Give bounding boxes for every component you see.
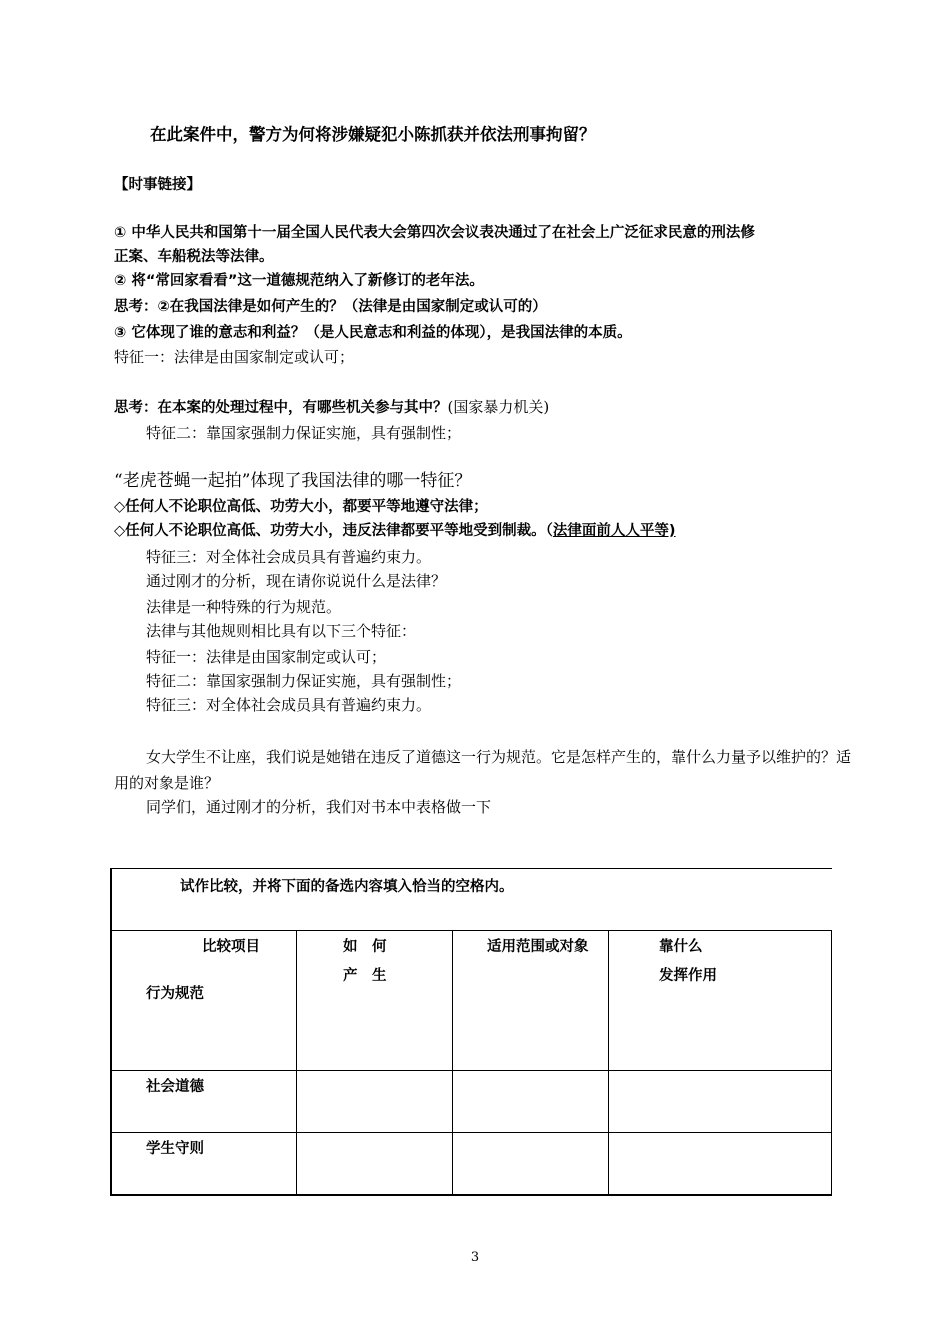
header-rely-cell <box>609 931 832 1071</box>
question-title: 在此案件中，警方为何将涉嫌疑犯小陈抓获并依法刑事拘留？ <box>150 125 596 144</box>
header-compare-cell <box>111 931 297 1071</box>
think-question-3 <box>114 396 874 419</box>
header-rely-a: 靠什么 <box>659 939 703 955</box>
law-definition: 法律是一种特殊的行为规范。 <box>146 598 342 616</box>
header-scope: 适用范围或对象 <box>487 939 589 955</box>
equality-point-2-text: ◇任何人不论职位高低、功劳大小，违反法律都要平等地受到制裁。（ <box>114 523 553 539</box>
feature-two: 特征二：靠国家强制力保证实施，具有强制性； <box>146 424 462 442</box>
empty-cell <box>297 1133 453 1195</box>
student-case: 女大学生不让座，我们说是她错在违反了道德这一行为规范。它是怎样产生的，靠什么力量予以维护的？适用的对象是谁？ <box>114 748 852 792</box>
header-rely-b: 发挥作用 <box>659 968 717 984</box>
summary-feature-1: 特征一：法律是由国家制定或认可； <box>146 648 387 666</box>
header-how-a: 如 何 <box>343 939 387 955</box>
equality-point-1: ◇任何人不论职位高低、功劳大小，都要平等地遵守法律； <box>114 499 488 515</box>
feature-three: 特征三：对全体社会成员具有普遍约束力。 <box>146 548 432 566</box>
news-item-2: ② 将“常回家看看”这一道德规范纳入了新修订的老年法。 <box>114 273 484 289</box>
think-question-2: ③ 它体现了谁的意志和利益？（是人民意志和利益的体现），是我国法律的本质。 <box>114 325 632 341</box>
row-label-cell <box>111 1071 297 1133</box>
table-instruction: 试作比较，并将下面的备选内容填入恰当的空格内。 <box>180 879 514 895</box>
summary-feature-3: 特征三：对全体社会成员具有普遍约束力。 <box>146 696 432 714</box>
equality-point-2-underlined: 法律面前人人平等) <box>552 523 676 539</box>
equality-point-2 <box>114 520 874 542</box>
empty-cell <box>297 1071 453 1133</box>
table-row <box>111 1071 832 1133</box>
row-label-cell <box>111 1133 297 1195</box>
empty-cell <box>453 1071 609 1133</box>
news-item-1: ① 中华人民共和国第十一届全国人民代表大会第四次会议表决通过了在社会上广泛征求民意的刑法修 <box>114 225 755 241</box>
header-how-cell <box>297 931 453 1071</box>
feature-one: 特征一：法律是由国家制定或认可； <box>114 348 355 366</box>
empty-cell <box>453 1133 609 1195</box>
comparison-table <box>110 868 832 1196</box>
page-number: 3 <box>470 1250 480 1265</box>
think-question-1: 思考：②在我国法律是如何产生的？（法律是由国家制定或认可的） <box>114 299 547 315</box>
table-intro: 同学们，通过刚才的分析，我们对书本中表格做一下 <box>146 798 492 816</box>
think-question-3-text: 思考：在本案的处理过程中，有哪些机关参与其中？ <box>114 400 448 416</box>
header-norm: 行为规范 <box>146 986 204 1002</box>
empty-cell <box>609 1071 832 1133</box>
summary-feature-2: 特征二：靠国家强制力保证实施，具有强制性； <box>146 672 462 690</box>
news-item-1-cont: 正案、车船税法等法律。 <box>114 249 274 265</box>
analysis-question: 通过刚才的分析，现在请你说说什么是法律？ <box>146 572 447 590</box>
header-scope-cell <box>453 931 609 1071</box>
section-heading: 【时事链接】 <box>114 177 201 193</box>
tiger-question: “老虎苍蝇一起拍”体现了我国法律的哪一特征？ <box>114 471 472 491</box>
row-label: 学生守则 <box>146 1141 204 1157</box>
empty-cell <box>609 1133 832 1195</box>
think-question-3-answer: (国家暴力机关) <box>447 398 550 416</box>
table-row <box>111 1133 832 1195</box>
header-how-b: 产 生 <box>343 968 387 984</box>
table-instruction-cell <box>111 869 832 931</box>
header-compare: 比较项目 <box>202 939 260 955</box>
row-label: 社会道德 <box>146 1079 204 1095</box>
three-features-intro: 法律与其他规则相比具有以下三个特征： <box>146 622 417 640</box>
